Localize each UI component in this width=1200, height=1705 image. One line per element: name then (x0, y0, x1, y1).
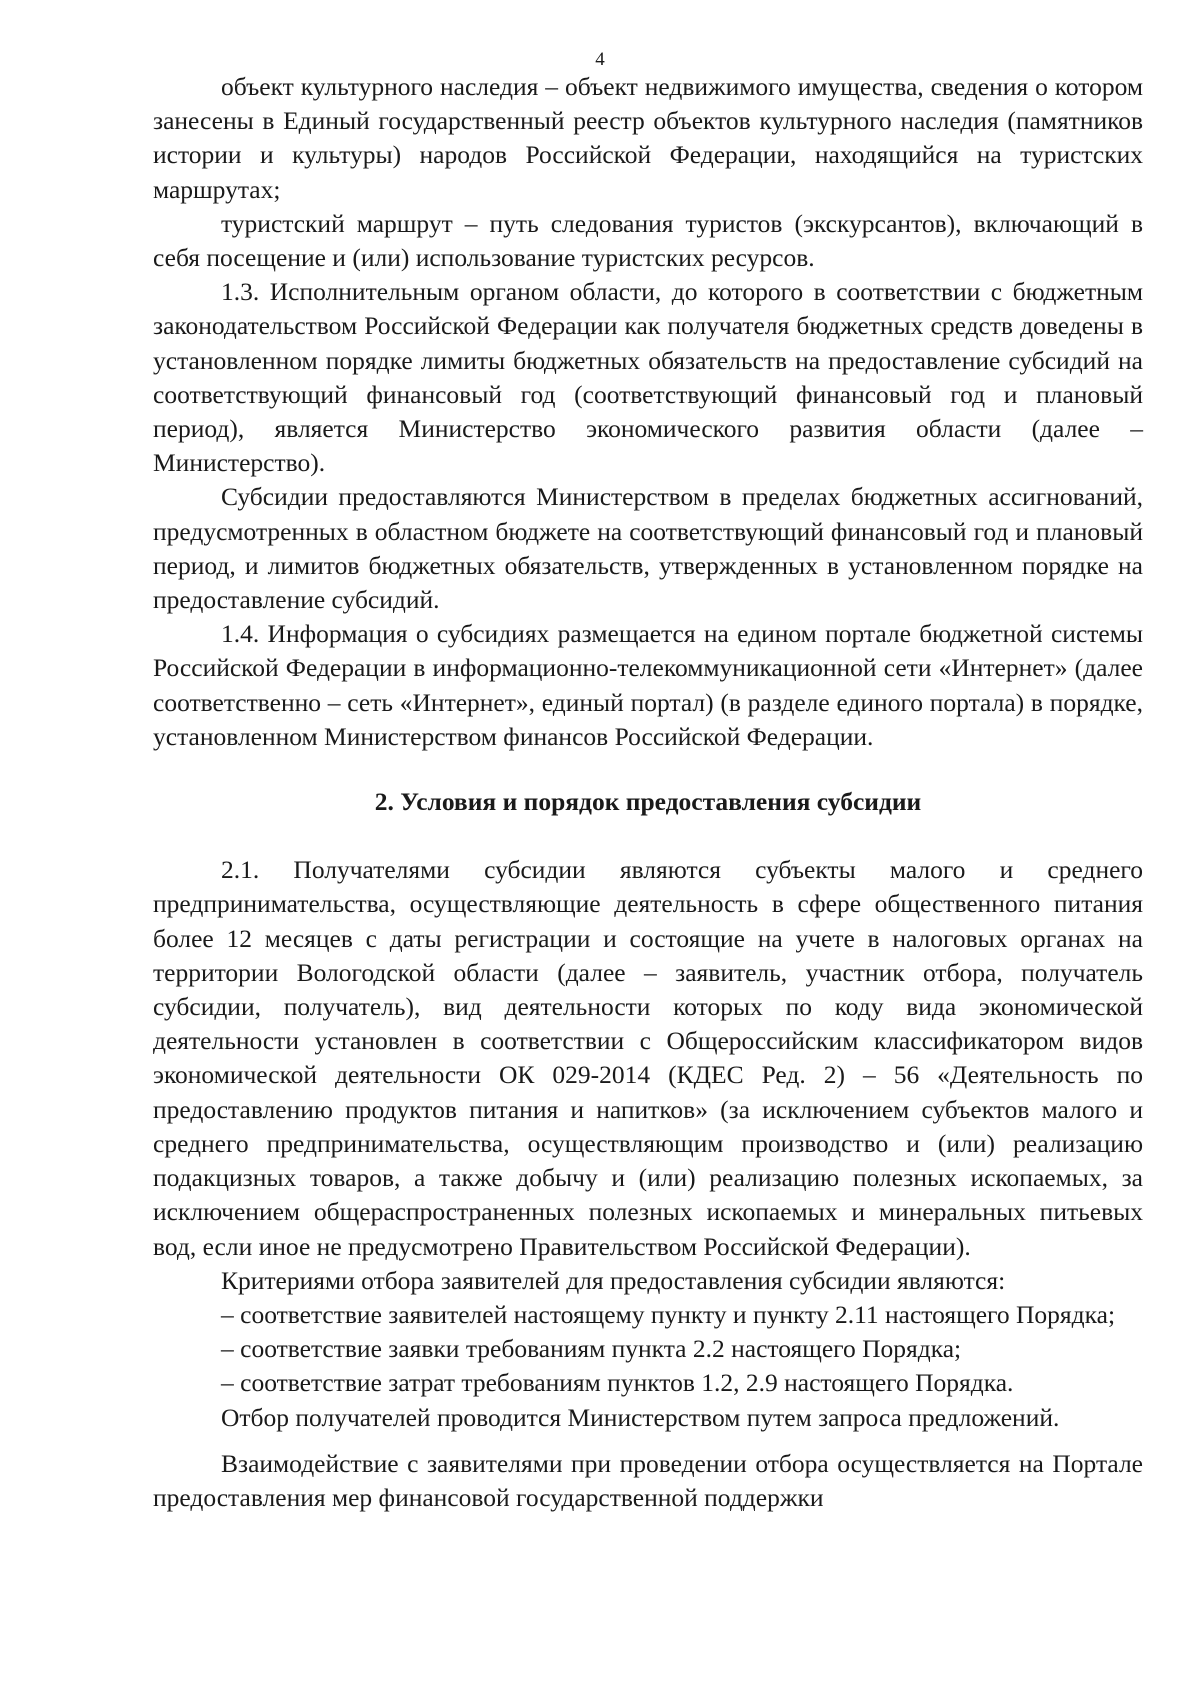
paragraph-cultural-heritage-definition: объект культурного наследия – объект недвижимого имущества, сведения о котором занесены в Единый государственный реестр объектов культурного наследия (памятников истории и культуры) народов Российской Федерации, находящийся на туристских маршрутах; (153, 72, 1143, 204)
document-body (153, 70, 1143, 1515)
page-number: 4 (595, 49, 605, 70)
spacer (153, 1435, 1143, 1447)
paragraph-1-4-information-portal: 1.4. Информация о субсидиях размещается на едином портале бюджетной системы Российской Федерации в информационно-телекоммуникационной сети «Интернет» (далее соответственно – сеть «Интернет», единый портал) (в разделе единого портала) в порядке, установленном Министерством финансов Российской Федерации. (153, 619, 1143, 751)
criteria-item: – соответствие заявки требованиям пункта 2.2 настоящего Порядка; (221, 1334, 962, 1364)
paragraph-tourist-route-definition: туристский маршрут – путь следования туристов (экскурсантов), включающий в себя посещение и (или) использование туристских ресурсов. (153, 208, 1143, 273)
paragraph-1-3-executive-body: 1.3. Исполнительным органом области, до которого в соответствии с бюджетным законодательством Российской Федерации как получателя бюджетных средств доведены в установленном порядке лимиты бюджетных обязательств на предоставление субсидий на соответствующий финансовый год (соответствующий финансовый год и плановый период), является Министерство экономического развития области (далее – Министерство). (153, 277, 1143, 478)
criteria-item: – соответствие затрат требованиям пунктов 1.2, 2.9 настоящего Порядка. (221, 1368, 1014, 1398)
criteria-item: – соответствие заявителей настоящему пункту и пункту 2.11 настоящего Порядка; (221, 1299, 1116, 1329)
paragraph-selection-method: Отбор получателей проводится Министерством путем запроса предложений. (221, 1402, 1060, 1432)
paragraph-2-1-recipients: 2.1. Получателями субсидии являются субъекты малого и среднего предпринимательства, осуществляющие деятельность в сфере общественного питания более 12 месяцев с даты регистрации и состоящие на учете в налоговых органах на территории Вологодской области (далее – заявитель, участник отбора, получатель субсидии, получатель), вид деятельности которых по коду вида экономической деятельности установлен в соответствии с Общероссийским классификатором видов экономической деятельности ОК 029-2014 (КДЕС Ред. 2) – 56 «Деятельность по предоставлению продуктов питания и напитков» (за исключением субъектов малого и среднего предпринимательства, осуществляющим производство и (или) реализацию подакцизных товаров, а также добычу и (или) реализацию полезных ископаемых, за исключением общераспространенных полезных ископаемых и минеральных питьевых вод, если иное не предусмотрено Правительством Российской Федерации). (153, 855, 1143, 1261)
spacer (153, 754, 1143, 785)
spacer (153, 819, 1143, 853)
section-2-heading: 2. Условия и порядок предоставления субсидии (374, 787, 922, 817)
paragraph-subsidies-provision: Субсидии предоставляются Министерством в пределах бюджетных ассигнований, предусмотренных в областном бюджете на соответствующий финансовый год и плановый период, и лимитов бюджетных обязательств, утвержденных в установленном порядке на предоставление субсидий. (153, 482, 1143, 615)
paragraph-interaction-portal: Взаимодействие с заявителями при проведении отбора осуществляется на Портале предоставления мер финансовой государственной поддержки (153, 1448, 1143, 1512)
paragraph-criteria-intro: Критериями отбора заявителей для предоставления субсидии являются: (221, 1265, 1006, 1295)
